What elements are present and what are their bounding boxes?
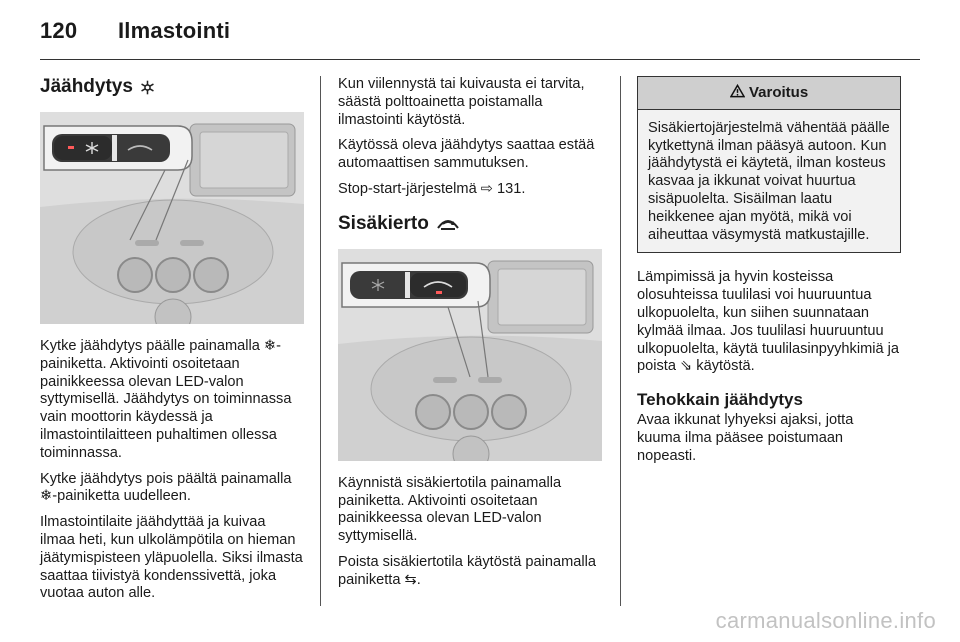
warning-box xyxy=(637,76,901,253)
column-divider-2 xyxy=(620,76,621,606)
column-divider-1 xyxy=(320,76,321,606)
column-3 xyxy=(637,76,901,474)
section-heading-cooling xyxy=(40,76,304,98)
warning-triangle-icon xyxy=(730,84,745,98)
chapter-title: Ilmastointi xyxy=(118,18,231,43)
warning-text: Sisäkiertojärjestelmä vähentää päälle kytkettynä ilman pääsyä autoon. Kun jäähdytystä ei käytetä, ilman kosteus kasvaa ja ikkunat voivat huurtua sisäpuolelta. Sisäilman laatu heikkenee ajan myötä, mikä voi aiheuttaa väsymystä matkustajille. xyxy=(648,119,890,243)
autostop-paragraph: Käytössä oleva jäähdytys saattaa estää automaattisen sammutuksen. xyxy=(338,137,595,172)
warning-header xyxy=(638,77,900,110)
recirculation-icon xyxy=(435,216,461,232)
recirculation-heading-text: Sisäkierto xyxy=(338,212,429,234)
illustration-recirculation-button xyxy=(338,249,602,461)
column-1 xyxy=(40,76,304,611)
max-cooling-paragraph: Avaa ikkunat lyhyeksi ajaksi, jotta kuuma ilma pääsee poistumaan nopeasti. xyxy=(637,412,854,464)
header-rule xyxy=(40,59,920,60)
fuel-saving-paragraph: Kun viilennystä tai kuivausta ei tarvita, säästä polttoainetta poistamalla ilmastointi käytöstä. xyxy=(338,76,585,128)
watermark: carmanualsonline.info xyxy=(715,608,936,633)
snowflake-icon xyxy=(139,79,156,96)
column-2 xyxy=(338,76,602,598)
section-heading-max-cooling: Tehokkain jäähdytys xyxy=(637,390,803,410)
section-heading-recirculation xyxy=(338,213,602,235)
page-number: 120 xyxy=(40,18,78,43)
cooling-heading-text: Jäähdytys xyxy=(40,76,133,97)
cooling-paragraph-2: Kytke jäähdytys pois päältä painamalla ❄-painiketta uudelleen. xyxy=(40,470,292,505)
stop-start-reference: Stop-start-järjestelmä ⇨ 131. xyxy=(338,180,526,197)
cooling-paragraph-1: Kytke jäähdytys päälle painamalla ❄-painiketta. Aktivointi osoitetaan painikkeessa olevan LED-valon syttymisellä. Jäähdytys on toiminnassa vain moottorin käydessä ja ilmastointilaitteen puhaltimen ollessa toiminnassa. xyxy=(40,338,292,461)
windscreen-fog-paragraph: Lämpimissä ja hyvin kosteissa olosuhteissa tuulilasi voi huuruuntua ulkopuolelta, kun siihen suunnataan kylmää ilmaa. Jos tuulilasi huuruuntuu ulkopuolelta, käytä tuulilasinpyyhkimiä ja poista ⇘ käytöstä. xyxy=(637,269,900,375)
cooling-paragraph-3: Ilmastointilaite jäähdyttää ja kuivaa ilmaa heti, kun ulkolämpötila on hieman jäätymispisteen yläpuolella. Siksi ilmasta saattaa tiivistyä kondenssivettä, joka vuotaa auton alle. xyxy=(40,514,303,602)
warning-title: Varoitus xyxy=(748,84,809,101)
recirculation-paragraph-2: Poista sisäkiertotila käytöstä painamalla painiketta ⇆. xyxy=(338,553,596,588)
illustration-cooling-button xyxy=(40,112,304,324)
recirculation-paragraph-1: Käynnistä sisäkiertotila painamalla painiketta. Aktivointi osoitetaan painikkeessa olevan LED-valon syttymisellä. xyxy=(338,474,562,545)
page-header xyxy=(40,18,230,44)
